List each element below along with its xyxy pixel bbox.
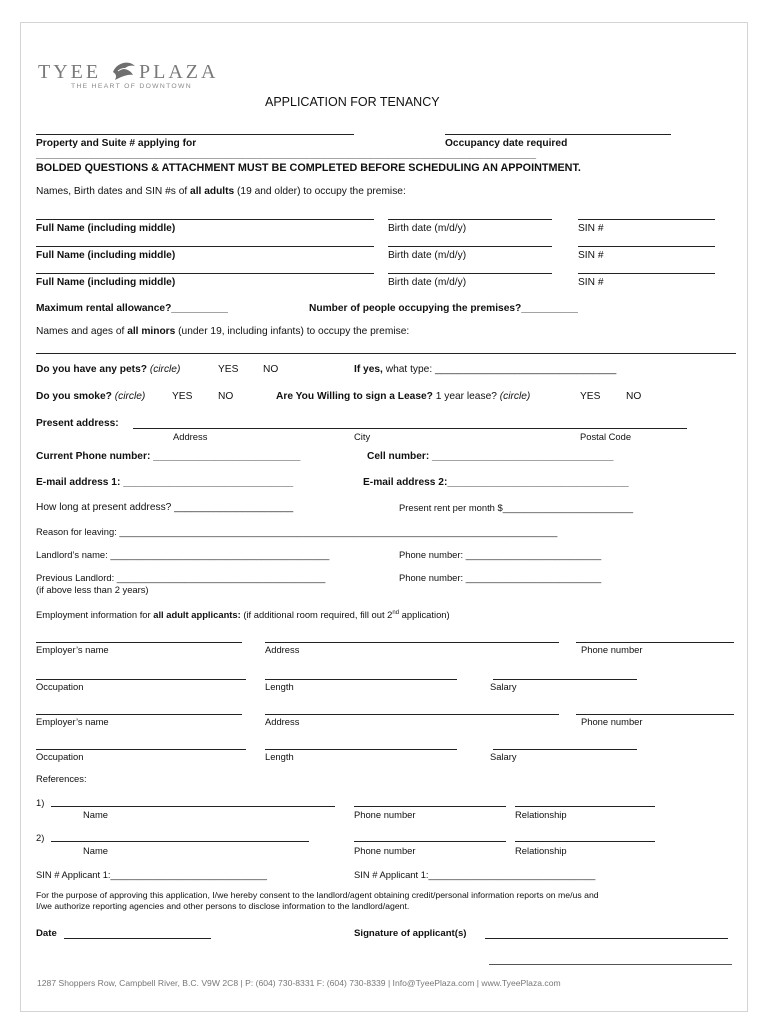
occupation-field-line[interactable] [36, 749, 246, 750]
adult-sin-label: SIN # [578, 250, 604, 261]
salary-label: Salary [490, 751, 517, 762]
adult-sin-field-line[interactable] [578, 219, 715, 220]
reference-relationship-label: Relationship [515, 845, 567, 856]
reference-phone-label: Phone number [354, 845, 416, 856]
max-rental-allowance[interactable]: Maximum rental allowance?__________ [36, 303, 228, 314]
adult-sin-field-line[interactable] [578, 273, 715, 274]
property-suite-field-line[interactable] [36, 134, 354, 135]
minors-field-line[interactable] [36, 353, 736, 354]
salary-label: Salary [490, 681, 517, 692]
length-field-line[interactable] [265, 679, 457, 680]
present-address-label: Present address: [36, 418, 119, 429]
postal-code-sublabel: Postal Code [580, 431, 632, 442]
reference-relationship-label: Relationship [515, 809, 567, 820]
employer-address-field-line[interactable] [265, 642, 559, 643]
pets-type-field[interactable]: If yes, what type: ________________________________ [354, 364, 617, 375]
occupancy-date-label: Occupancy date required [445, 138, 568, 149]
adult-birth-label: Birth date (m/d/y) [388, 277, 467, 288]
reason-for-leaving-field[interactable]: Reason for leaving: ____________________________________________________________________________________ [36, 526, 558, 537]
adult-birth-field-line[interactable] [388, 246, 552, 247]
references-label: References: [36, 773, 87, 784]
present-rent-field[interactable]: Present rent per month $_________________________ [399, 502, 634, 513]
smoke-yes-option[interactable]: YES [172, 391, 193, 402]
adults-intro: Names, Birth dates and SIN #s of all adults (19 and older) to occupy the premise: [36, 186, 406, 197]
salary-field-line[interactable] [493, 749, 637, 750]
reference-name-field-line[interactable] [51, 806, 335, 807]
employer-phone-field-line[interactable] [576, 642, 734, 643]
minors-intro: Names and ages of all minors (under 19, including infants) to occupy the premise: [36, 326, 410, 337]
adult-sin-label: SIN # [578, 223, 604, 234]
adult-name-label: Full Name (including middle) [36, 277, 176, 288]
sin-applicant-2-field[interactable]: SIN # Applicant 1:________________________________ [354, 869, 596, 880]
consent-line-1: For the purpose of approving this application, I/we hereby consent to the landlord/agent obtaining credit/personal information reports on me/us and [36, 890, 599, 900]
address-sublabel: Address [173, 431, 208, 442]
date-field-line[interactable] [64, 938, 211, 939]
pets-no-option[interactable]: NO [263, 364, 279, 375]
reference-name-label: Name [83, 809, 109, 820]
adult-sin-label: SIN # [578, 277, 604, 288]
reference-relationship-field-line[interactable] [515, 841, 655, 842]
form-title: APPLICATION FOR TENANCY [265, 95, 440, 109]
landlord-phone-field[interactable]: Phone number: __________________________ [399, 549, 602, 560]
adult-birth-label: Birth date (m/d/y) [388, 250, 467, 261]
lease-yes-option[interactable]: YES [580, 391, 601, 402]
occupation-label: Occupation [36, 681, 84, 692]
previous-landlord-field[interactable]: Previous Landlord: ________________________________________ [36, 572, 326, 583]
separator-dash-line: ______________________________________________________________________________________ [36, 149, 537, 160]
reference-phone-label: Phone number [354, 809, 416, 820]
reference-name-label: Name [83, 845, 109, 856]
previous-landlord-phone-field[interactable]: Phone number: __________________________ [399, 572, 602, 583]
employer-phone-field-line[interactable] [576, 714, 734, 715]
adult-name-field-line[interactable] [36, 273, 374, 274]
adult-birth-field-line[interactable] [388, 219, 552, 220]
adult-name-field-line[interactable] [36, 246, 374, 247]
logo-tagline: THE HEART OF DOWNTOWN [71, 83, 192, 90]
property-suite-label: Property and Suite # applying for [36, 138, 197, 149]
logo-word-plaza: PLAZA [139, 61, 219, 83]
current-phone-field[interactable]: Current Phone number: __________________________ [36, 451, 301, 462]
cell-number-field[interactable]: Cell number: ________________________________ [367, 451, 614, 462]
adult-name-label: Full Name (including middle) [36, 223, 176, 234]
employer-phone-label: Phone number [581, 716, 643, 727]
date-label: Date [36, 928, 57, 939]
occupation-field-line[interactable] [36, 679, 246, 680]
adult-name-label: Full Name (including middle) [36, 250, 176, 261]
email-2-field[interactable]: E-mail address 2:________________________________ [363, 477, 629, 488]
occupancy-date-field-line[interactable] [445, 134, 671, 135]
email-1-field[interactable]: E-mail address 1: ______________________________ [36, 477, 294, 488]
employer-name-label: Employer’s name [36, 716, 109, 727]
reference-relationship-field-line[interactable] [515, 806, 655, 807]
previous-landlord-note: (if above less than 2 years) [36, 584, 149, 595]
lease-question: Are You Willing to sign a Lease? 1 year lease? (circle) [276, 391, 531, 402]
city-sublabel: City [354, 431, 371, 442]
landlord-name-field[interactable]: Landlord’s name: __________________________________________ [36, 549, 330, 560]
employer-name-field-line[interactable] [36, 714, 242, 715]
reference-name-field-line[interactable] [51, 841, 309, 842]
logo-word-tyee: TYEE [38, 61, 102, 83]
reference-number: 2) [36, 832, 45, 843]
adult-birth-label: Birth date (m/d/y) [388, 223, 467, 234]
adult-name-field-line[interactable] [36, 219, 374, 220]
application-form-page [20, 22, 748, 1012]
adult-sin-field-line[interactable] [578, 246, 715, 247]
length-label: Length [265, 681, 294, 692]
employer-address-field-line[interactable] [265, 714, 559, 715]
reference-phone-field-line[interactable] [354, 806, 506, 807]
pets-question: Do you have any pets? (circle) [36, 364, 181, 375]
employer-name-field-line[interactable] [36, 642, 242, 643]
sin-applicant-1-field[interactable]: SIN # Applicant 1:______________________________ [36, 869, 267, 880]
num-people-occupying[interactable]: Number of people occupying the premises?__________ [309, 303, 578, 314]
smoke-no-option[interactable]: NO [218, 391, 234, 402]
adult-birth-field-line[interactable] [388, 273, 552, 274]
employment-intro: Employment information for all adult applicants: (if additional room required, fill out 2nd application) [36, 609, 450, 621]
employer-name-label: Employer’s name [36, 644, 109, 655]
reference-number: 1) [36, 797, 45, 808]
lease-no-option[interactable]: NO [626, 391, 642, 402]
signature-second-line[interactable] [489, 964, 732, 965]
reference-phone-field-line[interactable] [354, 841, 506, 842]
present-address-field-line[interactable] [133, 428, 687, 429]
length-label: Length [265, 751, 294, 762]
employer-phone-label: Phone number [581, 644, 643, 655]
occupation-label: Occupation [36, 751, 84, 762]
footer-contact: 1287 Shoppers Row, Campbell River, B.C. V9W 2C8 | P: (604) 730-8331 F: (604) 730-8339 | Info@TyeePlaza.com | www.TyeePlaza.com [37, 978, 561, 988]
length-field-line[interactable] [265, 749, 457, 750]
signature-label: Signature of applicant(s) [354, 928, 467, 939]
employer-address-label: Address [265, 716, 300, 727]
employer-address-label: Address [265, 644, 300, 655]
pets-yes-option[interactable]: YES [218, 364, 239, 375]
smoke-question: Do you smoke? (circle) [36, 391, 146, 402]
consent-line-2: I/we authorize reporting agencies and other persons to disclose information to the landlord/agent. [36, 901, 410, 911]
salary-field-line[interactable] [493, 679, 637, 680]
bold-notice: BOLDED QUESTIONS & ATTACHMENT MUST BE COMPLETED BEFORE SCHEDULING AN APPOINTMENT. [36, 162, 581, 174]
how-long-field[interactable]: How long at present address? _____________________ [36, 502, 294, 513]
signature-field-line[interactable] [485, 938, 728, 939]
salmon-logo-icon [109, 56, 139, 84]
